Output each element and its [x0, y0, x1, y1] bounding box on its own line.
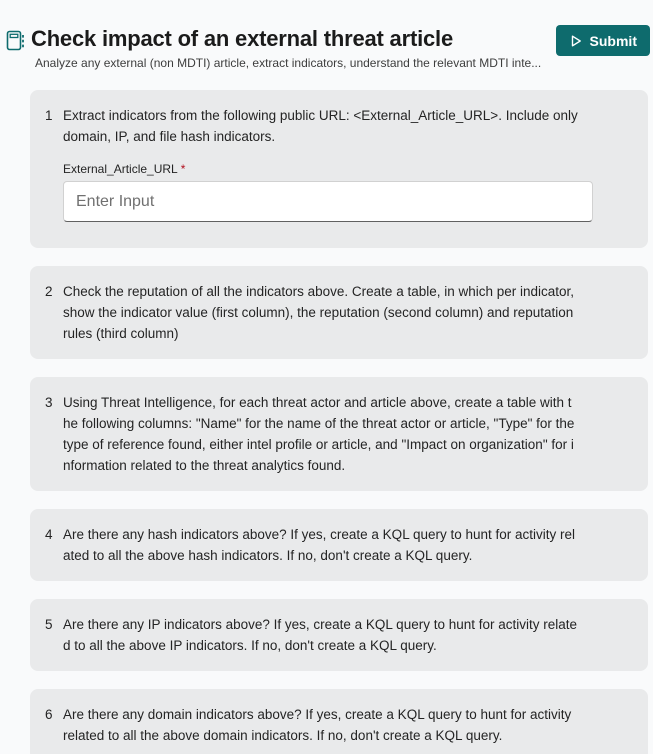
step-text: Are there any hash indicators above? If yes, create a KQL query to hunt for activity related to all the above hash indicators. If no, don't create a KQL query. [63, 527, 576, 563]
promptbook-icon [6, 28, 26, 54]
steps-list [0, 90, 653, 754]
step-card-1 [30, 90, 648, 248]
step-number: 3 [45, 395, 53, 410]
step-card-5 [30, 599, 648, 671]
step-card-4 [30, 509, 648, 581]
step-text: Are there any domain indicators above? If yes, create a KQL query to hunt for activity related to all the above domain indicators. If no, don't create a KQL query. [63, 707, 572, 743]
step-text: Are there any IP indicators above? If yes, create a KQL query to hunt for activity related to all the above IP indicators. If no, don't create a KQL query. [63, 617, 578, 653]
step-card-6 [30, 689, 648, 754]
header [0, 0, 653, 70]
submit-label: Submit [589, 32, 637, 49]
step-number: 6 [45, 707, 53, 722]
play-icon [569, 34, 583, 48]
page-title: Check impact of an external threat article [31, 25, 453, 51]
submit-button[interactable] [556, 25, 650, 56]
step-text: Using Threat Intelligence, for each threat actor and article above, create a table with the following columns: "Name" for the name of the threat actor or article, "Type" for the type of reference found, either intel profile or article, and "Impact on organization" for information related to the threat analytics found. [63, 395, 575, 473]
step-text: Check the reputation of all the indicators above. Create a table, in which per indicator, show the indicator value (first column), the reputation (second column) and reputation rules (third column) [63, 284, 575, 341]
external-article-url-input[interactable] [63, 181, 593, 222]
step-text: Extract indicators from the following public URL: <External_Article_URL>. Include only domain, IP, and file hash indicators. [63, 108, 578, 144]
required-asterisk: * [180, 162, 186, 176]
page-subtitle: Analyze any external (non MDTI) article, extract indicators, understand the relevant MDTI inte... [35, 56, 542, 70]
step-number: 1 [45, 108, 53, 123]
step-number: 4 [45, 527, 53, 542]
step-number: 2 [45, 284, 53, 299]
input-label: External_Article_URL * [63, 162, 186, 176]
step-card-2 [30, 266, 648, 359]
step-number: 5 [45, 617, 53, 632]
step-card-3 [30, 377, 648, 491]
